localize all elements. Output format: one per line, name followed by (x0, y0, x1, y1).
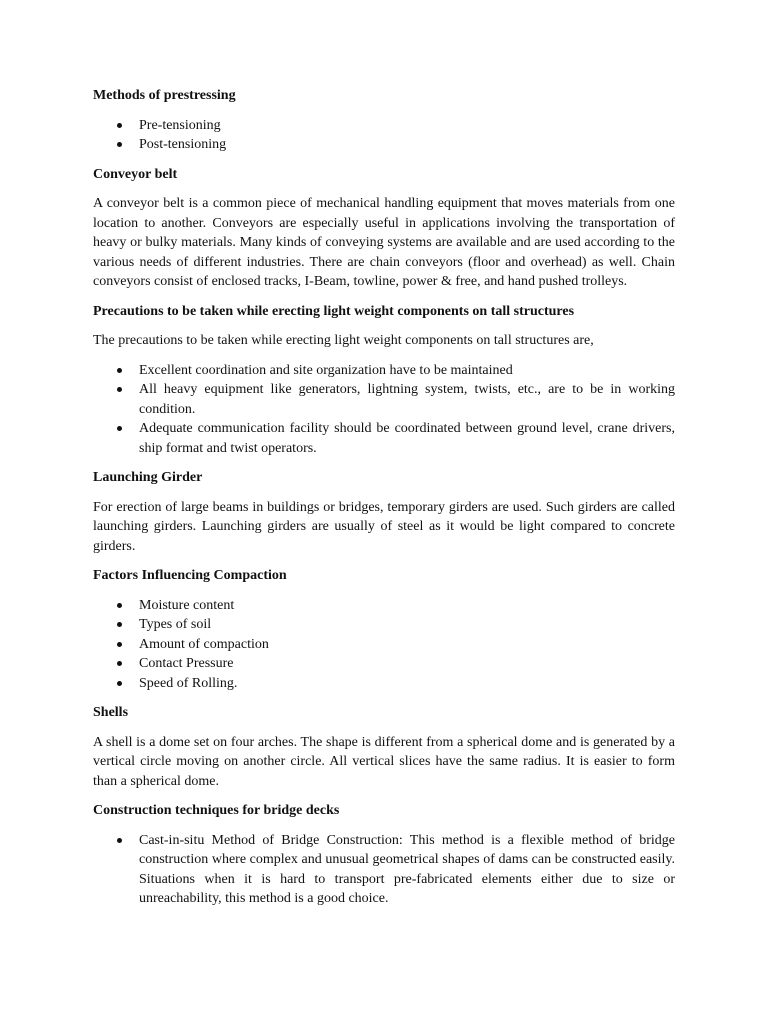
section-heading-compaction: Factors Influencing Compaction (93, 568, 287, 583)
list-item: Contact Pressure (139, 654, 675, 674)
section-heading-bridge-decks: Construction techniques for bridge decks (93, 803, 340, 818)
list-item: Adequate communication facility should be coordinated between ground level, crane drivers, ship format and twist operators. (139, 419, 675, 458)
list-item: All heavy equipment like generators, lightning system, twists, etc., are to be in working condition. (139, 380, 675, 419)
section-heading-conveyor-belt: Conveyor belt (93, 166, 178, 182)
paragraph-launching-girder: For erection of large beams in buildings or bridges, temporary girders are used. Such girders are called launching girders. Launching girders are usually of steel as it would be light compared to concrete girders. (93, 499, 675, 554)
list-item: Cast-in-situ Method of Bridge Construction: This method is a flexible method of bridge construction where complex and unusual geometrical shapes of dams can be constructed easily. Situations when it is hard to transport pre-fabricated elements either due to size or unreachability, this method is a good choice. (139, 831, 675, 909)
section-heading-launching-girder: Launching Girder (93, 470, 203, 485)
list-item: Types of soil (139, 615, 675, 635)
list-item: Speed of Rolling. (139, 674, 675, 694)
bullet-list-prestressing (93, 116, 675, 155)
document-body (93, 86, 675, 909)
bullet-list-precautions (93, 361, 675, 459)
paragraph-shells: A shell is a dome set on four arches. The shape is different from a spherical dome and is generated by a vertical circle moving on another circle. All vertical slices have the same radius. It is easier to form than a spherical dome. (93, 734, 675, 789)
paragraph-conveyor-belt: A conveyor belt is a common piece of mechanical handling equipment that moves materials from one location to another. Conveyors are especially useful in applications involving the transportation of heavy or bulky materials. Many kinds of conveying systems are available and are used according to the various needs of different industries. There are chain conveyors (floor and overhead) as well. Chain conveyors consist of enclosed tracks, I-Beam, towline, power & free, and hand pushed trolleys. (93, 196, 675, 289)
list-item: Pre-tensioning (139, 116, 675, 136)
paragraph-precautions: The precautions to be taken while erecting light weight components on tall structures are, (93, 333, 594, 348)
bullet-list-bridge-decks (93, 831, 675, 909)
list-item: Moisture content (139, 596, 675, 616)
list-item: Excellent coordination and site organization have to be maintained (139, 361, 675, 381)
section-heading-shells: Shells (93, 705, 129, 720)
section-heading-prestressing: Methods of prestressing (93, 88, 236, 103)
bullet-list-compaction (93, 596, 675, 694)
list-item: Amount of compaction (139, 635, 675, 655)
section-heading-precautions: Precautions to be taken while erecting light weight components on tall structures (93, 303, 575, 319)
list-item: Post-tensioning (139, 135, 675, 155)
